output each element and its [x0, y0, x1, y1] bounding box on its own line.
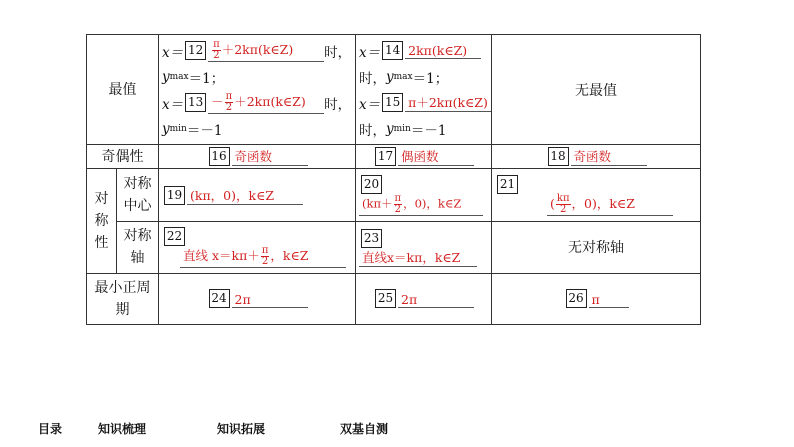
parity-label: 奇偶性: [87, 145, 159, 169]
symmetry-axis-label: 对称轴: [117, 221, 159, 273]
answer-19[interactable]: (kπ，0)，k∈Z: [187, 186, 303, 205]
parity-tan-cell: [492, 145, 701, 169]
answer-23[interactable]: 直线x＝kπ，k∈Z: [359, 248, 477, 267]
answer-18[interactable]: 奇函数: [571, 147, 647, 166]
answer-16[interactable]: 奇函数: [232, 147, 308, 166]
symmetry-label: 对 称 性: [87, 169, 117, 273]
blank-box-20: 20: [361, 175, 382, 194]
extreme-label: 最值: [87, 35, 159, 145]
when-text: 时，: [324, 44, 352, 61]
answer-26[interactable]: π: [589, 292, 629, 308]
answer-15[interactable]: π＋2kπ(k∈Z): [405, 93, 491, 112]
blank-box-12: 12: [185, 41, 206, 60]
answer-22[interactable]: 直线 x＝kπ＋ $\frac{\pi}{2}$ ，k∈Z: [180, 246, 346, 268]
blank-box-22: 22: [164, 227, 185, 246]
axis-cos-cell: [356, 221, 492, 273]
blank-box-18: 18: [548, 147, 569, 166]
symmetry-center-row: [87, 169, 701, 221]
answer-21[interactable]: ( $\frac{k\pi}{2}$ ，0)，k∈Z: [547, 194, 673, 216]
extreme-tan-cell: 无最值: [492, 35, 701, 145]
nav-self-test-link[interactable]: 双基自测: [340, 422, 389, 436]
blank-box-17: 17: [375, 147, 396, 166]
footer-nav: [0, 418, 794, 438]
answer-25[interactable]: 2π: [398, 292, 474, 308]
answer-17[interactable]: 偶函数: [398, 147, 474, 166]
blank-box-16: 16: [209, 147, 230, 166]
parity-sin-cell: [159, 145, 356, 169]
symmetry-axis-row: [87, 221, 701, 273]
symmetry-center-label: 对称中心: [117, 169, 159, 221]
blank-box-14: 14: [382, 41, 403, 60]
center-sin-cell: [159, 169, 356, 221]
ymax-value: ＝1；: [188, 70, 225, 87]
center-cos-cell: [356, 169, 492, 221]
period-sin-cell: [159, 273, 356, 324]
blank-box-25: 25: [375, 289, 396, 308]
blank-box-21: 21: [497, 175, 518, 194]
answer-13[interactable]: － $\frac{\pi}{2}$ ＋2kπ(k∈Z): [208, 92, 324, 114]
extreme-cos-cell: x＝ 14 2kπ(k∈Z) 时， y max ＝1； x＝ 15 π＋2kπ(k∈Z) 时， y min ＝－1: [356, 35, 492, 145]
properties-table: [86, 34, 701, 325]
blank-box-13: 13: [185, 93, 206, 112]
period-tan-cell: [492, 273, 701, 324]
extreme-sin-cell: x＝ 12 $\frac{\pi}{2}$ ＋2kπ(k∈Z) 时， y max ＝1； x＝ 13 － $\frac{\pi}{2}$ ＋2kπ(k∈Z) 时， y min ＝－1: [159, 35, 356, 145]
answer-12[interactable]: $\frac{\pi}{2}$ ＋2kπ(k∈Z): [208, 40, 324, 62]
nav-contents-link[interactable]: 目录: [38, 422, 63, 436]
nav-knowledge-extension-link[interactable]: 知识拓展: [217, 422, 266, 436]
blank-box-26: 26: [566, 289, 587, 308]
period-label: 最小正周期: [87, 273, 159, 324]
blank-box-15: 15: [382, 93, 403, 112]
blank-box-24: 24: [209, 289, 230, 308]
ymin-value: ＝－1: [186, 122, 223, 139]
nav-knowledge-review-link[interactable]: 知识梳理: [98, 422, 147, 436]
center-tan-cell: [492, 169, 701, 221]
blank-box-23: 23: [361, 229, 382, 248]
axis-sin-cell: [159, 221, 356, 273]
blank-box-19: 19: [164, 186, 185, 205]
answer-14[interactable]: 2kπ(k∈Z): [405, 43, 481, 59]
answer-20[interactable]: (kπ＋ $\frac{\pi}{2}$ ，0)，k∈Z: [359, 194, 483, 216]
extreme-sin-x-prefix: x＝: [162, 44, 184, 61]
axis-tan-cell: 无对称轴: [492, 221, 701, 273]
extreme-row: [87, 35, 701, 145]
parity-row: [87, 145, 701, 169]
parity-cos-cell: [356, 145, 492, 169]
period-row: [87, 273, 701, 324]
answer-24[interactable]: 2π: [232, 292, 308, 308]
period-cos-cell: [356, 273, 492, 324]
